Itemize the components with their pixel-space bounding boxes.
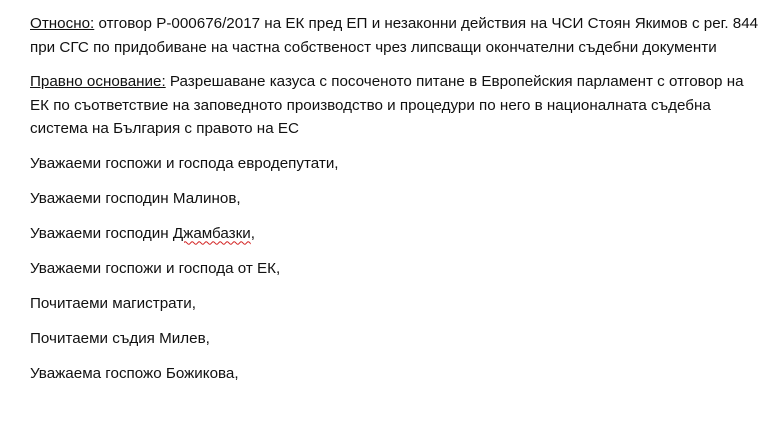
spellcheck-underlined-name: Джамбазки [172, 224, 251, 242]
subject-paragraph [30, 12, 760, 59]
subject-label: Относно: [30, 15, 95, 32]
greeting-dzhambazki-suffix: , [250, 224, 255, 242]
greeting-malinov: Уважаеми господин Малинов, [30, 189, 241, 207]
greeting-bozhikova: Уважаема госпожо Божикова, [30, 364, 239, 382]
legal-basis-label: Правно основание: [30, 73, 166, 90]
greeting-judge-milev: Почитаеми съдия Милев, [30, 329, 210, 347]
letter-body [30, 12, 760, 397]
subject-text: отговор Р-000676/2017 на ЕК пред ЕП и незаконни действия на ЧСИ Стоян Якимов с рег. 844 при СГС по придобиване на частна собственост чрез липсващи окончателни съдебни документи [30, 15, 759, 56]
greeting-dzhambazki [30, 222, 760, 257]
greeting-meps: Уважаеми госпожи и господа евродепутати, [30, 154, 339, 172]
legal-basis-paragraph [30, 70, 760, 141]
greeting-magistrates: Почитаеми магистрати, [30, 294, 196, 312]
greeting-dzhambazki-prefix: Уважаеми господин [30, 224, 173, 242]
legal-basis-text: Разрешаване казуса с посоченото питане в Европейския парламент с отговор на ЕК по съответствие на заповедното производство и процедури по него в националната съдебна система на България с правото на ЕС [30, 73, 744, 137]
greeting-ec: Уважаеми госпожи и господа от ЕК, [30, 259, 281, 277]
